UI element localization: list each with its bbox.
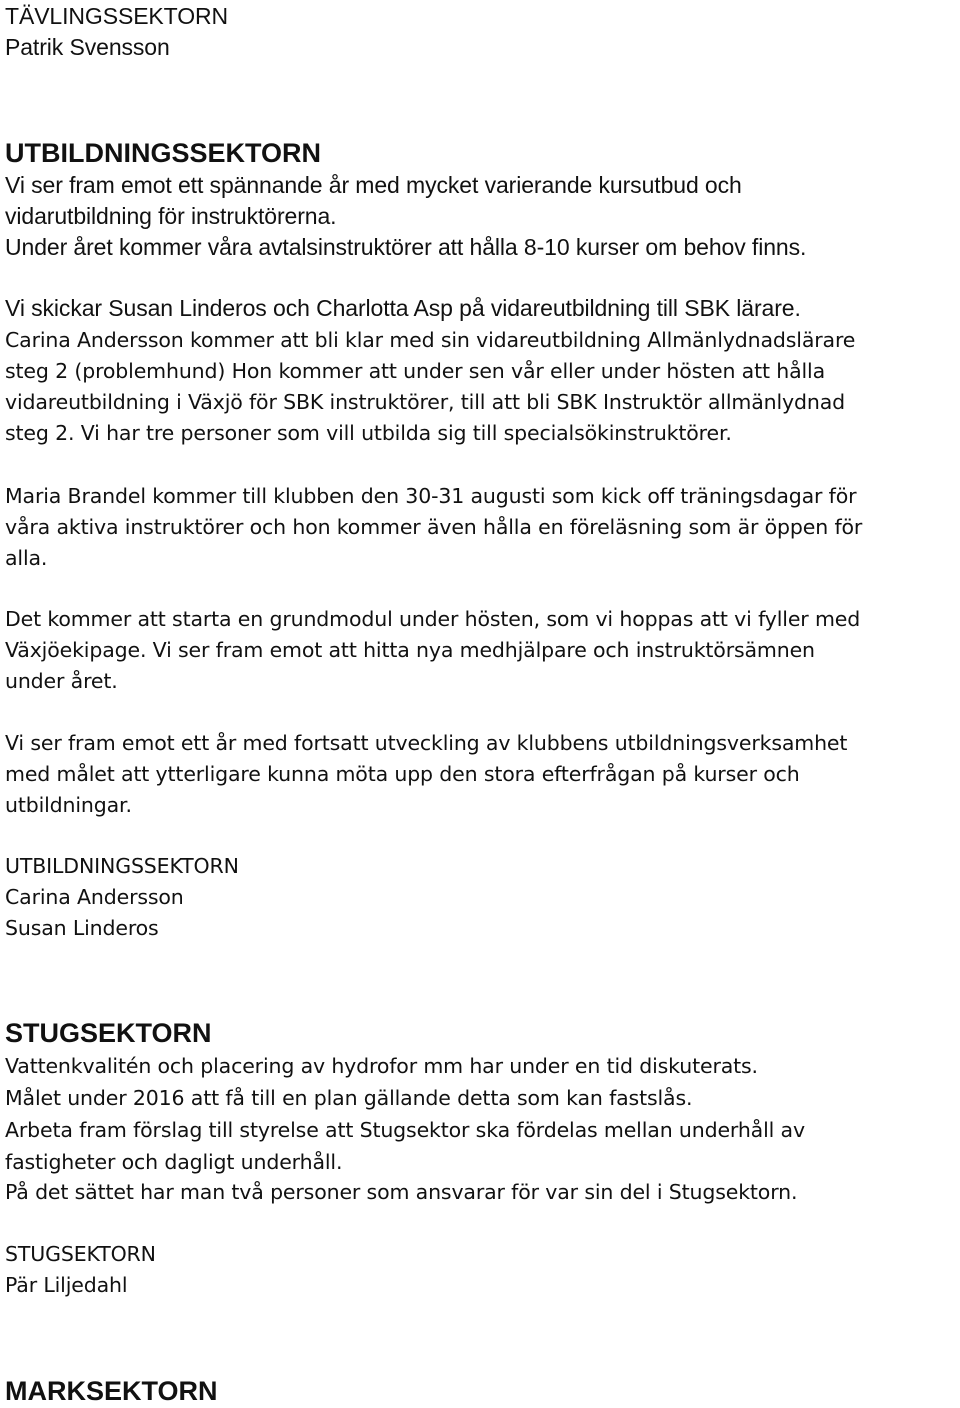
utbildning-carina-line: Carina Andersson kommer att bli klar med sin vidareutbildning Allmänlydnadslärare (5, 328, 856, 352)
heading-stugsektorn: STUGSEKTORN (5, 1018, 212, 1048)
utbildning-maria-line: alla. (5, 546, 48, 570)
signature-name-patrik: Patrik Svensson (5, 34, 170, 60)
utbildning-carina-line: vidareutbildning i Växjö för SBK instruktörer, till att bli SBK Instruktör allmänlydnad (5, 390, 845, 414)
utbildning-carina-line: steg 2. Vi har tre personer som vill utbilda sig till specialsökinstruktörer. (5, 421, 732, 445)
stug-line: Arbeta fram förslag till styrelse att Stugsektor ska fördelas mellan underhåll av (5, 1118, 805, 1142)
utbildning-carina-line: steg 2 (problemhund) Hon kommer att under sen vår eller under hösten att hålla (5, 359, 825, 383)
signature-section-utbildning: UTBILDNINGSSEKTORN (5, 854, 239, 878)
utbildning-closing-line: utbildningar. (5, 793, 132, 817)
utbildning-closing-line: Vi ser fram emot ett år med fortsatt utveckling av klubbens utbildningsverksamhet (5, 731, 848, 755)
stug-line: fastigheter och dagligt underhåll. (5, 1150, 343, 1174)
utbildning-maria-line: våra aktiva instruktörer och hon kommer även hålla en föreläsning som är öppen för (5, 515, 863, 539)
utbildning-grundmodul-line: under året. (5, 669, 118, 693)
utbildning-grundmodul-line: Det kommer att starta en grundmodul under hösten, som vi hoppas att vi fyller med (5, 607, 861, 631)
utbildning-intro-line: Under året kommer våra avtalsinstruktörer att hålla 8-10 kurser om behov finns. (5, 234, 807, 260)
stug-line: Vattenkvalitén och placering av hydrofor mm har under en tid diskuterats. (5, 1054, 758, 1078)
utbildning-sbk-line: Vi skickar Susan Linderos och Charlotta Asp på vidareutbildning till SBK lärare. (5, 295, 801, 321)
signature-section-stug: STUGSEKTORN (5, 1242, 156, 1266)
signature-name-carina: Carina Andersson (5, 885, 184, 909)
stug-line: Målet under 2016 att få till en plan gällande detta som kan fastslås. (5, 1086, 693, 1110)
utbildning-intro-line: Vi ser fram emot ett spännande år med mycket varierande kursutbud och (5, 172, 742, 198)
utbildning-intro-line: vidarutbildning för instruktörerna. (5, 203, 337, 229)
signature-section-tavling: TÄVLINGSSEKTORN (5, 3, 229, 29)
heading-utbildningssektorn: UTBILDNINGSSEKTORN (5, 138, 322, 168)
stug-line: På det sättet har man två personer som ansvarar för var sin del i Stugsektorn. (5, 1180, 798, 1204)
signature-name-susan: Susan Linderos (5, 916, 159, 940)
utbildning-grundmodul-line: Växjöekipage. Vi ser fram emot att hitta nya medhjälpare och instruktörsämnen (5, 638, 815, 662)
signature-name-par: Pär Liljedahl (5, 1273, 128, 1297)
heading-marksektorn: MARKSEKTORN (5, 1376, 218, 1406)
utbildning-maria-line: Maria Brandel kommer till klubben den 30-31 augusti som kick off träningsdagar för (5, 484, 857, 508)
utbildning-closing-line: med målet att ytterligare kunna möta upp den stora efterfrågan på kurser och (5, 762, 800, 786)
